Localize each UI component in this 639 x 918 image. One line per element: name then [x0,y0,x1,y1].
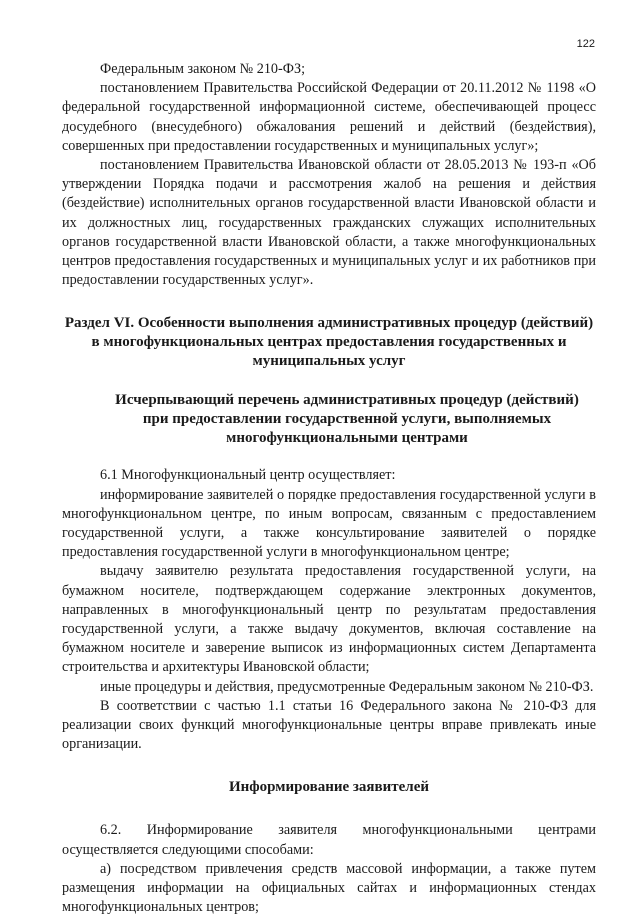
intro-paragraph-2: постановлением Правительства Российской Федерации от 20.11.2012 № 1198 «О федеральной государственной информационной системе, обеспечивающей процесс досудебного (внесудебного) обжалования решений и действий (бездействия), совершенных при предоставлении государственных и муниципальных услуг»; [62,80,596,154]
info-paragraph-2: а) посредством привлечения средств массовой информации, а также путем размещения информации на официальных сайтах и информационных стендах многофункциональных центров; [62,860,596,916]
document-body [62,60,596,918]
section-title: Раздел VI. Особенности выполнения административных процедур (действий) в многофункциональных центрах предоставления государственных и муниципальных услуг [64,315,594,370]
list-paragraph-3: выдачу заявителю результата предоставления государственной услуги, на бумажном носителе, подтверждающем содержание электронных документов, направленных в многофункциональный центр по результатам предоставления государственной услуги, а также выдачу документов, включая составление на бумажном носителе и заверение выписок из информационных систем Департамента строительства и архитектуры Ивановской области; [62,563,596,676]
list-paragraph-5: В соответствии с частью 1.1 статьи 16 Федерального закона № 210-ФЗ для реализации своих функций многофункциональные центры вправе привлекать иные организации. [62,697,596,753]
page-number: 122 [576,38,595,50]
subsection-title: Исчерпывающий перечень административных процедур (действий) при предоставлении государственной услуги, выполняемых многофункциональными центрами [115,392,579,447]
intro-paragraph-3: постановлением Правительства Ивановской области от 28.05.2013 № 193-п «Об утверждении Порядка подачи и рассмотрения жалоб на решения и действия (бездействие) исполнительных органов государственной власти Ивановской области и их должностных лиц, государственных гражданских служащих исполнительных органов государственной власти Ивановской области, а также многофункциональных центров предоставления государственных и муниципальных услуг и их работников при предоставлении государственных услуг». [62,157,596,289]
list-paragraph-2: информирование заявителей о порядке предоставления государственной услуги в многофункциональном центре, по иным вопросам, связанным с предоставлением государственной услуги, а также консультирование заявителей о порядке предоставления государственной услуги в многофункциональном центре; [62,486,596,561]
intro-paragraph-1: Федеральным законом № 210-ФЗ; [100,61,306,77]
info-paragraph-1: 6.2. Информирование заявителя многофункциональными центрами осуществляется следующими способами: [62,822,596,858]
info-title: Информирование заявителей [228,779,430,796]
list-paragraph-4: иные процедуры и действия, предусмотренные Федеральным законом № 210-ФЗ. [100,678,594,695]
list-paragraph-1: 6.1 Многофункциональный центр осуществляет: [100,467,396,484]
